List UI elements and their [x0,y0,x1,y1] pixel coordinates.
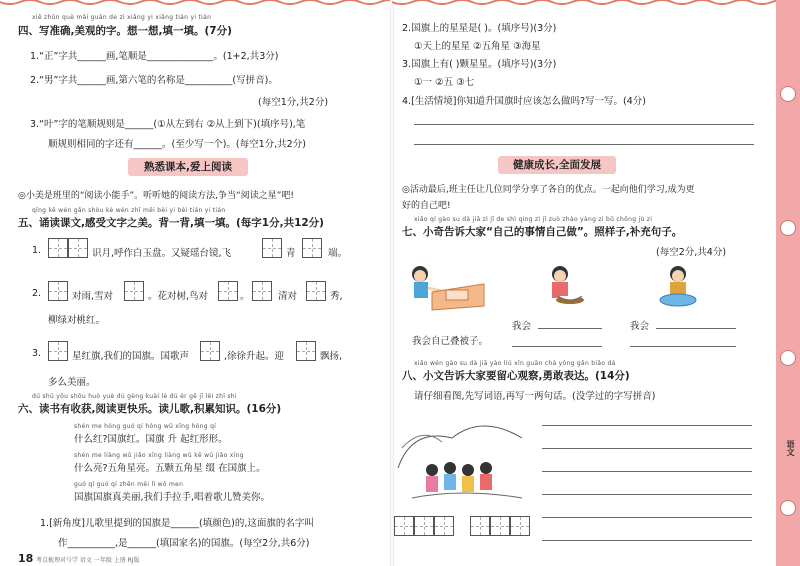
example-sentence: 我会自己叠被子。 [412,336,489,347]
q6-1-cont: 作__________,是______(填国家名)的国旗。(每空2分,共6分) [58,538,310,549]
row2-text-d: 清对 [278,291,298,302]
writing-box[interactable] [490,516,510,536]
poem-line1: 什么红?国旗红。国旗 升 起红形形。 [74,434,228,445]
writing-box[interactable] [200,341,220,361]
section8-title: 八、小文告诉大家要留心观察,勇敢表达。(14分) [402,370,630,382]
row3-text-b: ,徐徐升起。迎 [224,351,285,362]
writing-box[interactable] [296,341,316,361]
side-tab-label: 语文 [786,440,795,456]
writing-box[interactable] [302,238,322,258]
row1-text-b: 青 [286,248,296,259]
right-page [392,0,800,566]
answer-line[interactable] [414,124,754,125]
row1-text-a: 识月,呼作白玉盘。又疑瑶台镜,飞 [92,248,232,259]
answer-line[interactable] [414,144,754,145]
section-banner-reading: 熟悉课本,爱上阅读 [128,158,248,176]
side-tab-marker [780,500,796,516]
sentence-start-2: 我会 [630,321,650,332]
answer-line[interactable] [542,517,752,518]
poem-line2-pinyin: shén me liàng wǔ jiǎo xīng liàng wǔ kē wǔ jiǎo xīng [74,452,244,459]
sentence-start-1: 我会 [512,321,532,332]
writing-box[interactable] [218,281,238,301]
section5-title: 五、诵读课文,感受文字之美。背一背,填一填。(每字1分,共12分) [18,217,324,229]
left-page [0,0,392,566]
answer-line[interactable] [538,328,602,329]
writing-box[interactable] [124,281,144,301]
row1-num: 1. [32,245,42,256]
answer-line[interactable] [542,448,752,449]
child-eating-illustration [540,262,590,310]
row2-num: 2. [32,288,42,299]
writing-box[interactable] [252,281,272,301]
row3-text-d: 多么美丽。 [48,377,96,388]
q3: 3.国旗上有( )颗星星。(填序号)(3分) [402,59,557,70]
section4-pinyin: xiě zhǔn què mǎi guān de zì xiǎng yi xiǎng tián yi tián [32,14,212,21]
children-flying-kites-illustration [392,408,536,504]
poem-line3: 国旗国旗真美丽,我们手拉手,唱着歌儿赞美你。 [74,492,271,503]
q2-options: ①天上的星星 ②五角星 ③海星 [414,41,541,52]
section4-title: 四、写准确,美观的字。想一想,填一填。(7分) [18,25,232,37]
answer-line[interactable] [542,425,752,426]
side-tab-strip [776,0,800,566]
answer-line[interactable] [542,494,752,495]
poem-line2: 什么亮?五角星亮。五颗五角星 缀 在国旗上。 [74,463,266,474]
row2-text-e: 秀, [330,291,343,302]
section6-pinyin: dú shū yǒu shōu huò yuè dú gèng kuài lè dú ér gē jī lěi zhī shi [32,393,237,400]
row2-text-a: 对雨,雪对 [72,291,114,302]
writing-box[interactable] [414,516,434,536]
answer-line[interactable] [542,471,752,472]
q4-3: 3.“叶”字的笔顺规则是______(①从左到右 ②从上到下)(填序号),笔 [30,119,306,130]
poem-line1-pinyin: shén me hóng guó qí hóng wǔ xīng hóng qí [74,423,217,430]
footer-text: 考点梳理对号学 语文 一年级 上册 RJ版 [36,557,140,564]
writing-box[interactable] [48,281,68,301]
q3-options: ①一 ②五 ③七 [414,77,475,88]
writing-box[interactable] [470,516,490,536]
writing-box[interactable] [394,516,414,536]
answer-line[interactable] [542,540,752,541]
answer-line[interactable] [630,346,736,347]
decorative-wave-border [0,0,392,7]
answer-line[interactable] [512,346,602,347]
row3-text-c: 飘扬, [320,351,343,362]
poem-line3-pinyin: guó qí guó qí zhēn měi lì wǒ men [74,481,184,488]
section6-title: 六、读书有收获,阅读更快乐。读儿歌,积累知识。(16分) [18,403,282,415]
q4-3-cont: 顺规则相同的字还有______。(至少写一个)。(每空1分,共2分) [48,139,306,150]
q6-1: 1.[新角度]儿歌里提到的国旗是______(填颜色)的,这面旗的名字叫 [40,518,314,529]
row3-num: 3. [32,348,42,359]
writing-box[interactable] [262,238,282,258]
child-folding-quilt-illustration [406,262,486,312]
q4-2: 2.“男”字共______画,第六笔的名称是__________(写拼音)。 [30,75,278,86]
writing-box[interactable] [48,341,68,361]
q4-2-score: (每空1分,共2分) [258,97,329,108]
section-banner-health: 健康成长,全面发展 [498,156,616,174]
writing-box[interactable] [434,516,454,536]
writing-box[interactable] [48,238,68,258]
child-washing-illustration [654,262,704,310]
side-tab-marker [780,350,796,366]
row2-text-c: 。 [240,291,250,302]
row1-text-c: 端。 [328,248,348,259]
q4: 4.[生活情境]你知道升国旗时应该怎么做吗?写一写。(4分) [402,96,646,107]
row3-text-a: 星红旗,我们的国旗。国歌声 [72,351,190,362]
page-number: 18 [18,552,34,565]
row2-text-f: 柳绿对桃红。 [48,315,106,326]
activity-intro-line2: 好的自己吧! [402,201,451,211]
section7-pinyin: xiǎo qí gào su dà jiā zì jǐ de shì qing zì jǐ zuò zhào yàng zi bǔ chōng jù zi [414,216,653,223]
decorative-wave-border [392,0,800,7]
row2-text-b: 。花对树,鸟对 [148,291,209,302]
side-tab-marker [780,86,796,102]
section8-instruction: 请仔细看图,先写词语,再写一两句话。(没学过的字写拼音) [414,391,656,402]
answer-line[interactable] [656,328,736,329]
section7-title: 七、小奇告诉大家“自己的事情自己做”。照样子,补充句子。 [402,226,683,238]
section7-score: (每空2分,共4分) [656,247,727,258]
side-tab-marker [780,220,796,236]
section8-pinyin: xiǎo wén gào su dà jiā yào liú xīn guān chá yǒng gǎn biǎo dá [414,360,616,367]
writing-box[interactable] [68,238,88,258]
q4-1: 1.“正”字共______画,笔顺是______________。(1+2,共3分) [30,51,279,62]
section5-pinyin: qǐng kě wén gǎn shòu kè wén zhī měi bèi yi bèi tián yi tián [32,207,226,214]
reading-intro: ◎小美是班里的“阅读小能手”。听听她的阅读方法,争当“阅读之星”吧! [18,191,294,201]
activity-intro-line1: ◎活动最后,班主任让几位同学分享了各自的优点。一起向他们学习,成为更 [402,185,695,195]
writing-box[interactable] [306,281,326,301]
q2: 2.国旗上的星星是( )。(填序号)(3分) [402,23,557,34]
writing-box[interactable] [510,516,530,536]
